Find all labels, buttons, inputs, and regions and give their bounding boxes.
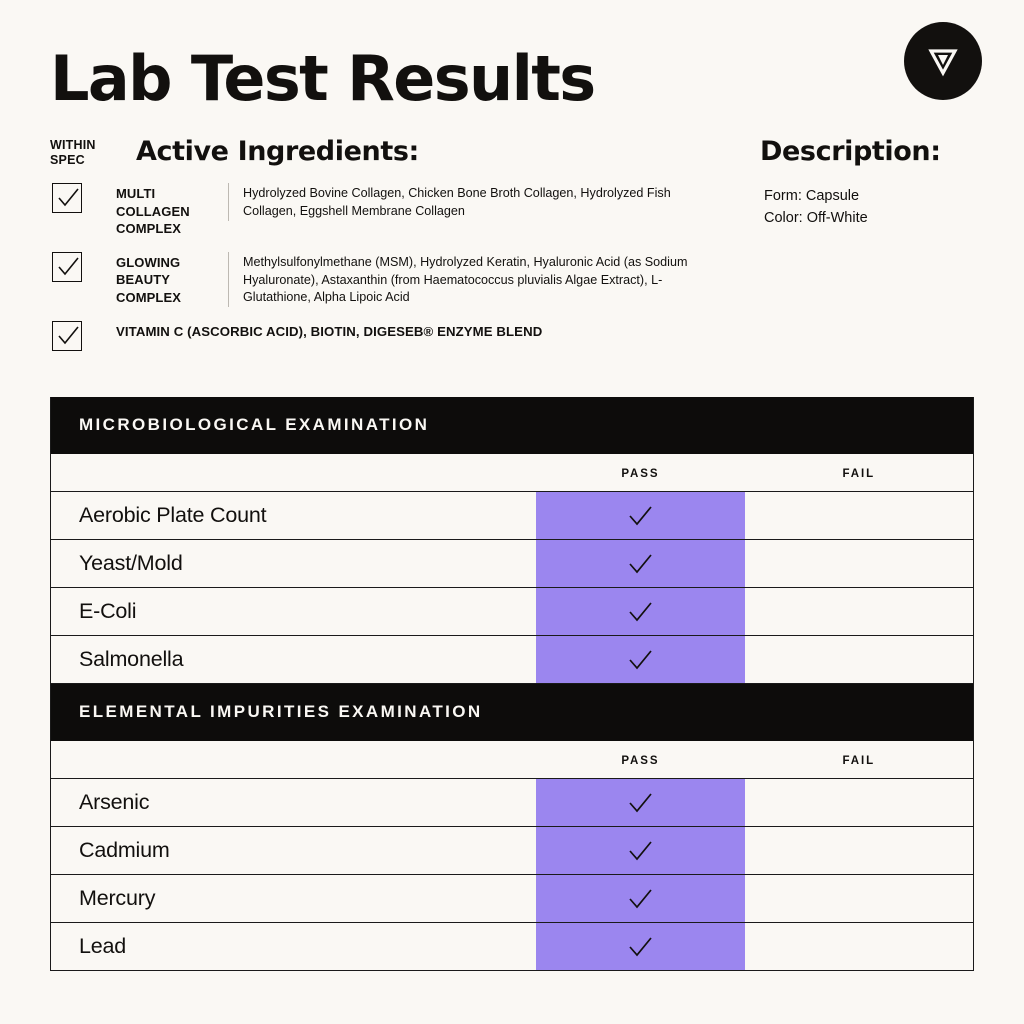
table-row xyxy=(51,492,973,540)
test-name: E-Coli xyxy=(51,588,536,636)
description-section xyxy=(710,136,974,230)
ingredient-row xyxy=(50,183,710,238)
table-header-row xyxy=(51,454,973,492)
pass-cell[interactable] xyxy=(536,875,744,923)
table-row xyxy=(51,875,973,923)
page-title: Lab Test Results xyxy=(50,42,595,115)
fail-cell[interactable] xyxy=(745,492,974,540)
checkbox-vitamin-c-biotin-digeseb[interactable] xyxy=(52,321,82,351)
test-name: Lead xyxy=(51,923,536,971)
check-icon xyxy=(627,936,653,958)
test-name: Mercury xyxy=(51,875,536,923)
description-heading: Description: xyxy=(760,136,941,167)
check-icon xyxy=(627,840,653,862)
ingredient-row xyxy=(50,252,710,308)
description-color: Color: Off-White xyxy=(764,210,868,227)
table-row xyxy=(51,827,973,875)
column-header-test xyxy=(51,454,536,492)
ingredient-row xyxy=(50,321,710,355)
pass-cell[interactable] xyxy=(536,588,744,636)
fail-cell[interactable] xyxy=(745,779,974,827)
brand-logo xyxy=(904,22,982,100)
fail-cell[interactable] xyxy=(745,540,974,588)
active-ingredients-section xyxy=(50,136,710,369)
check-icon xyxy=(627,601,653,623)
elemental-impurities-examination-table xyxy=(51,741,973,971)
checkbox-multi-collagen-complex[interactable] xyxy=(52,183,82,213)
test-name: Salmonella xyxy=(51,636,536,684)
check-icon xyxy=(627,505,653,527)
table-row xyxy=(51,636,973,684)
pass-cell[interactable] xyxy=(536,923,744,971)
test-name: Yeast/Mold xyxy=(51,540,536,588)
check-icon xyxy=(627,553,653,575)
table-row xyxy=(51,540,973,588)
ingredient-name: VITAMIN C (ASCORBIC ACID), BIOTIN, DIGESEB® ENZYME BLEND xyxy=(116,324,543,340)
fail-cell[interactable] xyxy=(745,875,974,923)
pass-cell[interactable] xyxy=(536,492,744,540)
check-icon xyxy=(627,792,653,814)
column-header-test xyxy=(51,741,536,779)
pass-cell[interactable] xyxy=(536,827,744,875)
test-name: Aerobic Plate Count xyxy=(51,492,536,540)
column-header-pass: PASS xyxy=(536,454,744,492)
active-ingredients-heading: Active Ingredients: xyxy=(136,136,419,167)
header-columns xyxy=(50,136,974,369)
ingredient-name: GLOWING BEAUTY COMPLEX xyxy=(116,254,181,305)
pass-cell[interactable] xyxy=(536,779,744,827)
pass-cell[interactable] xyxy=(536,636,744,684)
column-header-fail: FAIL xyxy=(745,454,974,492)
checkbox-glowing-beauty-complex[interactable] xyxy=(52,252,82,282)
ingredient-detail: Hydrolyzed Bovine Collagen, Chicken Bone Broth Collagen, Hydrolyzed Fish Collagen, Eggshell Membrane Collagen xyxy=(228,183,710,221)
fail-cell[interactable] xyxy=(745,923,974,971)
check-icon xyxy=(627,888,653,910)
fail-cell[interactable] xyxy=(745,636,974,684)
table-row xyxy=(51,588,973,636)
ingredient-detail: Methylsulfonylmethane (MSM), Hydrolyzed Keratin, Hyaluronic Acid (as Sodium Hyaluronate), Astaxanthin (from Haematococcus pluvialis Algae Extract), L-Glutathione, Alpha Lipoic Acid xyxy=(228,252,710,308)
table-header-row xyxy=(51,741,973,779)
within-spec-label: WITHIN SPEC xyxy=(50,138,96,167)
results-tables xyxy=(50,397,974,971)
pass-cell[interactable] xyxy=(536,540,744,588)
check-icon xyxy=(627,649,653,671)
microbiological-examination-title: MICROBIOLOGICAL EXAMINATION xyxy=(51,397,973,454)
ingredient-name: MULTI COLLAGEN COMPLEX xyxy=(116,186,190,237)
test-name: Arsenic xyxy=(51,779,536,827)
test-name: Cadmium xyxy=(51,827,536,875)
microbiological-examination-table xyxy=(51,454,973,684)
table-row xyxy=(51,923,973,971)
fail-cell[interactable] xyxy=(745,827,974,875)
fail-cell[interactable] xyxy=(745,588,974,636)
table-row xyxy=(51,779,973,827)
column-header-fail: FAIL xyxy=(745,741,974,779)
description-form: Form: Capsule xyxy=(764,188,860,204)
column-header-pass: PASS xyxy=(536,741,744,779)
elemental-impurities-examination-title: ELEMENTAL IMPURITIES EXAMINATION xyxy=(51,684,973,741)
